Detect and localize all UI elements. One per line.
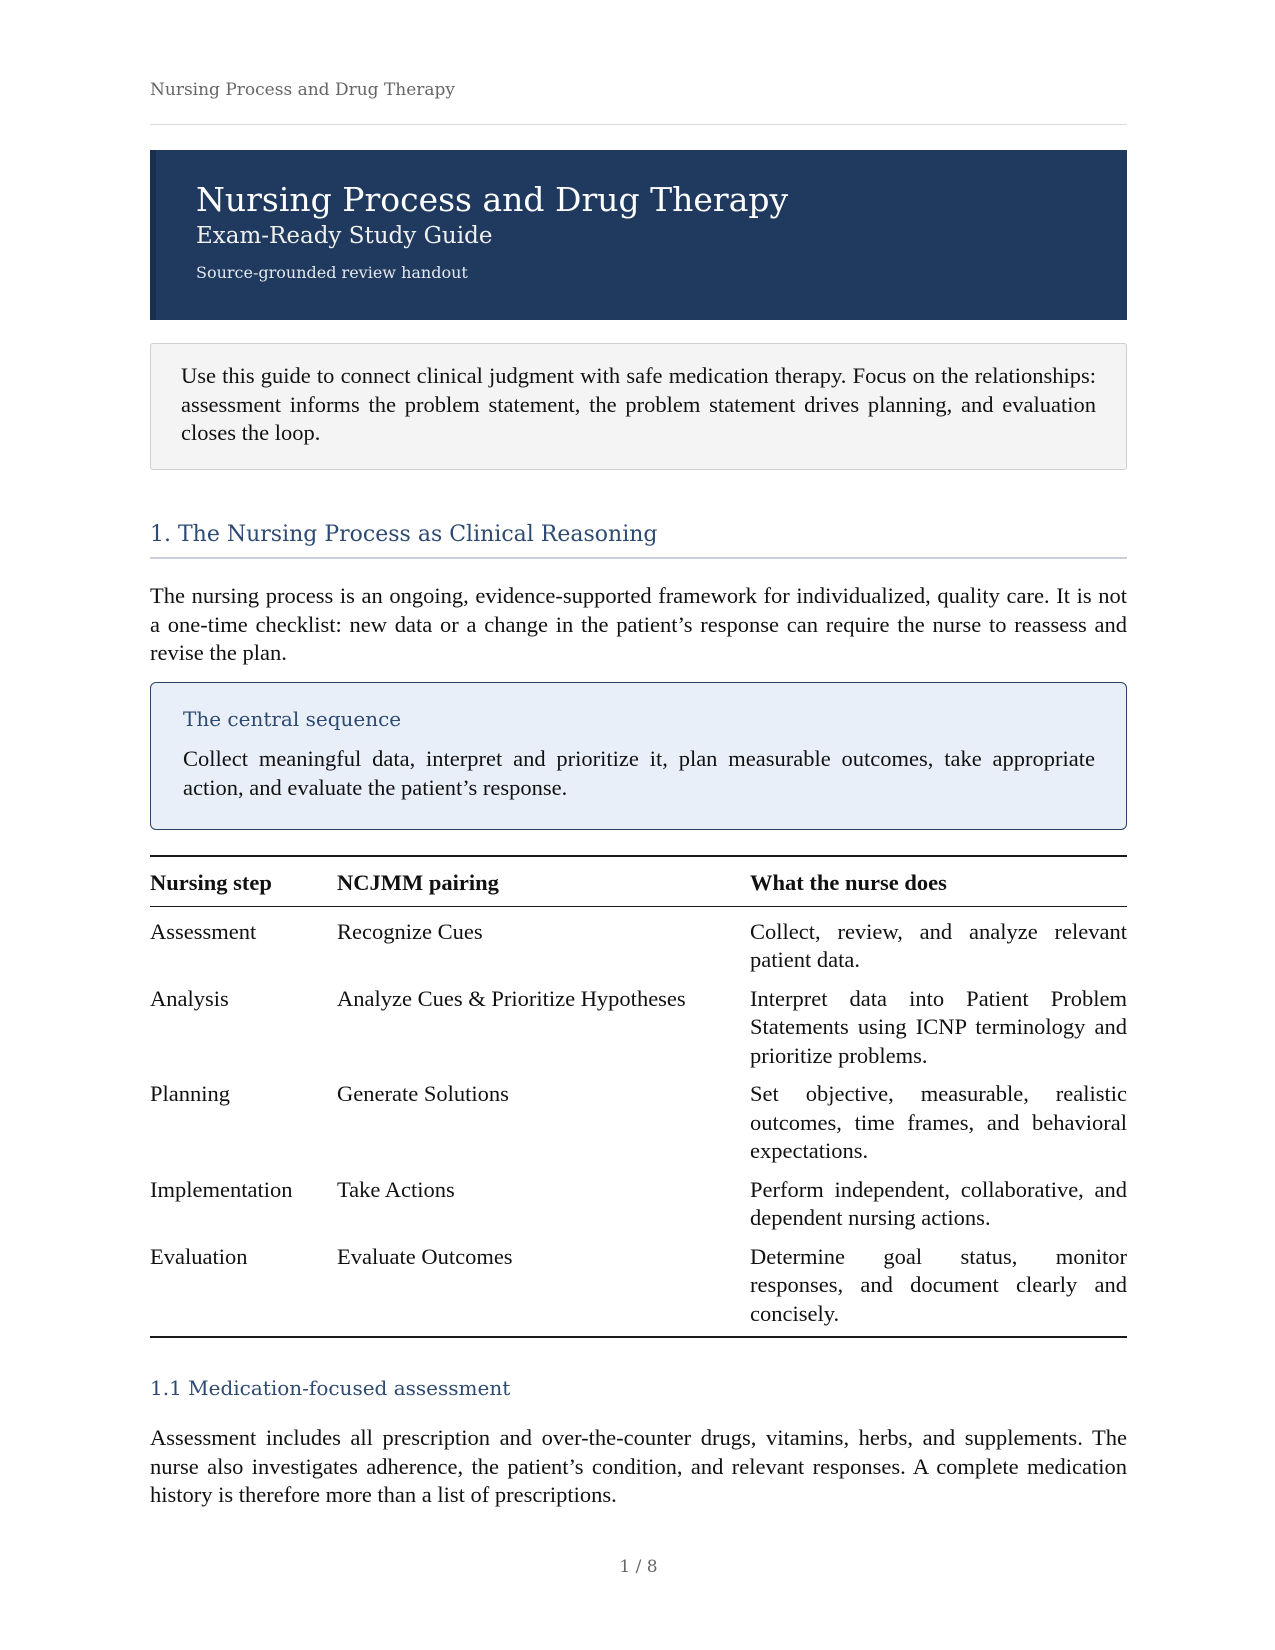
- column-header: What the nurse does: [750, 856, 1127, 906]
- table-row: [150, 906, 1127, 980]
- table-header-row: [150, 856, 1127, 906]
- table-cell: Analysis: [150, 985, 229, 1011]
- header-rule: [150, 124, 1127, 125]
- table-cell: Recognize Cues: [337, 918, 483, 944]
- subsection-1-1-heading: 1.1 Medication-focused assessment: [150, 1376, 511, 1400]
- table-cell: Assessment: [150, 918, 257, 944]
- section-1-paragraph: The nursing process is an ongoing, evidence-supported framework for individualized, quality care. It is not a one-time checklist: new data or a change in the patient’s response can require the nurse to reassess and revise the plan.: [150, 583, 1127, 665]
- title-banner: [150, 150, 1127, 320]
- document-title: Nursing Process and Drug Therapy: [196, 180, 789, 219]
- table-cell: Implementation: [150, 1176, 293, 1202]
- page-number: 1 / 8: [619, 1557, 658, 1577]
- callout-title: The central sequence: [183, 707, 402, 731]
- table-cell: Planning: [150, 1081, 231, 1106]
- table-cell: Evaluate Outcomes: [337, 1243, 513, 1269]
- subsection-1-1-paragraph: Assessment includes all prescription and over-the-counter drugs, vitamins, herbs, and supplements. The nurse also investigates adherence, the patient’s condition, and relevant responses. A complete medication history is therefore more than a list of prescriptions.: [150, 1425, 1127, 1507]
- table-cell: Determine goal status, monitor responses, and document clearly and concisely.: [750, 1243, 1127, 1326]
- table-row: [150, 1171, 1127, 1238]
- intro-text: Use this guide to connect clinical judgment with safe medication therapy. Focus on the relationships: assessment informs the problem statement, the problem statement drives planning, and evaluation closes the loop.: [181, 363, 1096, 445]
- nursing-steps-table: [150, 855, 1127, 1338]
- column-header: NCJMM pairing: [337, 856, 750, 906]
- table-cell: Perform independent, collaborative, and dependent nursing actions.: [750, 1176, 1127, 1230]
- section-rule: [150, 557, 1127, 559]
- table-cell: Evaluation: [150, 1243, 248, 1269]
- table-cell: Take Actions: [337, 1176, 455, 1202]
- table-cell: Collect, review, and analyze relevant patient data.: [750, 918, 1127, 972]
- document-subtitle: Exam-Ready Study Guide: [196, 223, 493, 249]
- intro-box: [150, 343, 1127, 470]
- table-cell: Interpret data into Patient Problem Statements using ICNP terminology and prioritize problems.: [750, 985, 1127, 1068]
- running-header: Nursing Process and Drug Therapy: [150, 80, 456, 100]
- table-row: [150, 980, 1127, 1076]
- section-1-heading: 1. The Nursing Process as Clinical Reasoning: [150, 522, 658, 547]
- table-row: [150, 1238, 1127, 1338]
- table-cell: Analyze Cues & Prioritize Hypotheses: [337, 985, 686, 1011]
- callout-text: Collect meaningful data, interpret and prioritize it, plan measurable outcomes, take appropriate action, and evaluate the patient’s response.: [183, 746, 1095, 800]
- central-sequence-callout: [150, 682, 1127, 830]
- document-tagline: Source-grounded review handout: [196, 263, 468, 282]
- table-cell: Generate Solutions: [337, 1081, 509, 1106]
- table-cell: Set objective, measurable, realistic outcomes, time frames, and behavioral expectations.: [750, 1081, 1127, 1163]
- column-header: Nursing step: [150, 856, 337, 906]
- table-row: [150, 1075, 1127, 1171]
